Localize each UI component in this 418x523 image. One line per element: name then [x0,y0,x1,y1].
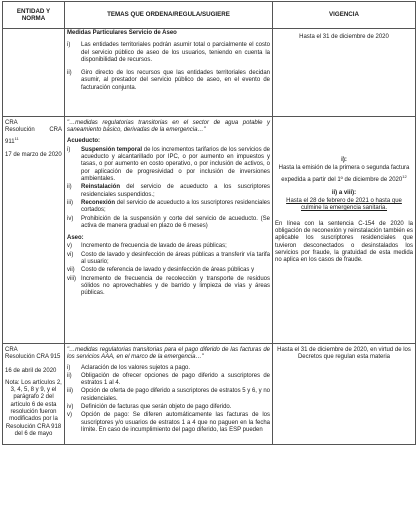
quote-intro: "…medidas regulatorias transitorias en el sector de agua potable y saneamiento básico, derivadas de la emergencia…" [67,120,270,134]
entidad-name: CRA [5,347,18,353]
header-vigencia: VIGENCIA [273,2,416,29]
header-row [3,2,416,29]
acueducto-label: Acueducto: [67,137,100,144]
list-item: i) Aclaración de los valores sujetos a pago. [67,364,191,371]
vigencia-text: Hasta el 31 de diciembre de 2020 [299,34,389,40]
entidad-cell [3,29,65,117]
list-item: v) Opción de pago: Se diferen automáticamente las facturas de los suscriptores y/o usuarios de estratos 1 a 4 que no paguen en la fecha límite. En caso de incumplimiento del pago diferido, las ESP pueden [67,412,270,433]
entidad-name: CRA [5,120,18,126]
list-item: i) Las entidades territoriales podrán asumir total o parcialmente el costo del servicio público de aseo de los usuarios, teniendo en cuenta la disponibilidad de recursos. [67,42,270,63]
temas-cell [65,117,273,344]
list-item: ii) Obligación de ofrecer opciones de pago diferido a suscriptores de estratos 1 al 4. [67,372,270,387]
vigencia-cell [273,29,416,117]
resolucion-label: Resolución CRA 911 [5,127,62,145]
list-item: viii) Incremento de frecuencia de recolección y transporte de residuos sólidos no aprovechables y de barrido y limpieza de vías y áreas públicas. [67,275,270,297]
fecha-text: 16 de abril de 2020 [5,367,57,374]
vigencia-i-text: Hasta la emisión de la primera o segunda factura expedida a partir del 1º de diciembre de 2020 [278,165,410,183]
temas-cell [65,344,273,445]
list-item: i) Suspensión temporal de los incrementos tarifarios de los servicios de acueducto y alcantarillado por IPC, o por aumento en impuestos y tasas, o por aumento en costo operativo, o por inclusión de activos, o por aplicación de progresividad o por inclusión de inversiones ambientales. [67,146,270,183]
footnote-marker: 11 [14,135,19,141]
list-item: vii) Costo de referencia de lavado y desinfección de áreas públicas y [67,267,255,274]
list-item: v) Incremento de frecuencia de lavado de áreas públicas; [67,243,227,250]
table-row-cra-915 [3,344,416,445]
header-temas: TEMAS QUE ORDENA/REGULA/SUGIERE [65,2,273,29]
aseo-label: Aseo: [67,235,84,242]
list-item: iii) Reconexión del servicio de acueducto a los suscriptores residenciales cortados; [67,199,270,214]
header-entidad: ENTIDAD Y NORMA [3,2,65,29]
vigencia-i-label: i): [341,157,347,163]
nota-text: Nota: Los artículos 2, 3, 4, 5, 8 y 9, y el parágrafo 2 del artículo 6 de esta resolución fueron modificados por la Resolución CRA 918 del 6 de mayo [5,379,62,437]
table-row-cra-911 [3,117,416,344]
resolucion-label: Resolución CRA 915 [5,354,61,361]
list-item: vi) Costo de lavado y desinfección de áreas públicas a transferir vía tarifa al usuario; [67,251,270,266]
temas-cell [65,29,273,117]
entidad-cell [3,344,65,445]
list-item: ii) Giro directo de los recursos que las entidades territoriales decidan asumir, al prestador del servicio público de aseo, en el evento de facturación conjunta. [67,70,270,91]
entidad-cell [3,117,65,344]
vigencia-text: Hasta el 31 de diciembre de 2020, en virtud de los Decretos que regulan esta materia [277,347,411,361]
list-item: iv) Definición de facturas que serán objeto de pago diferido. [67,404,232,411]
fecha-text: 17 de marzo de 2020 [5,151,62,158]
list-item: iv) Prohibición de la suspensión y corte del servicio de acueducto. (Se activa de manera gradual en plazo de 6 meses) [67,215,270,229]
vigencia-ii-label: ii) a viii): [331,189,357,196]
list-item: iii) Opción de oferta de pago diferido a suscriptores de estratos 5 y 6, y no residenciales. [67,388,270,402]
vigencia-cell [273,344,416,445]
footnote-marker: 12 [402,173,407,179]
vigencia-ii-text: Hasta el 28 de febrero de 2021 o hasta que culmine la emergencia sanitaria. [286,198,402,212]
section-title: Medidas Particulares Servicio de Aseo [67,30,177,36]
vigencia-cell [273,117,416,344]
vigencia-note: En línea con la sentencia C-154 de 2020 la obligación de reconexión y reinstalación también es aplicable los suscriptores residenciales que tuvieron desconectados o desinstalados los servicios por fraude, la gratuidad de esta medida no aplica en los casos de fraude. [275,220,413,264]
regulation-table [2,1,416,445]
table-row-aseo [3,29,416,117]
list-item: ii) Reinstalación del servicio de acueducto a los suscriptores residenciales suspendidos.; [67,184,270,198]
quote-intro: "…medidas regulatorias transitorias para el pago diferido de las facturas de los servicios AAA, en el marco de la emergencia…" [67,347,270,361]
